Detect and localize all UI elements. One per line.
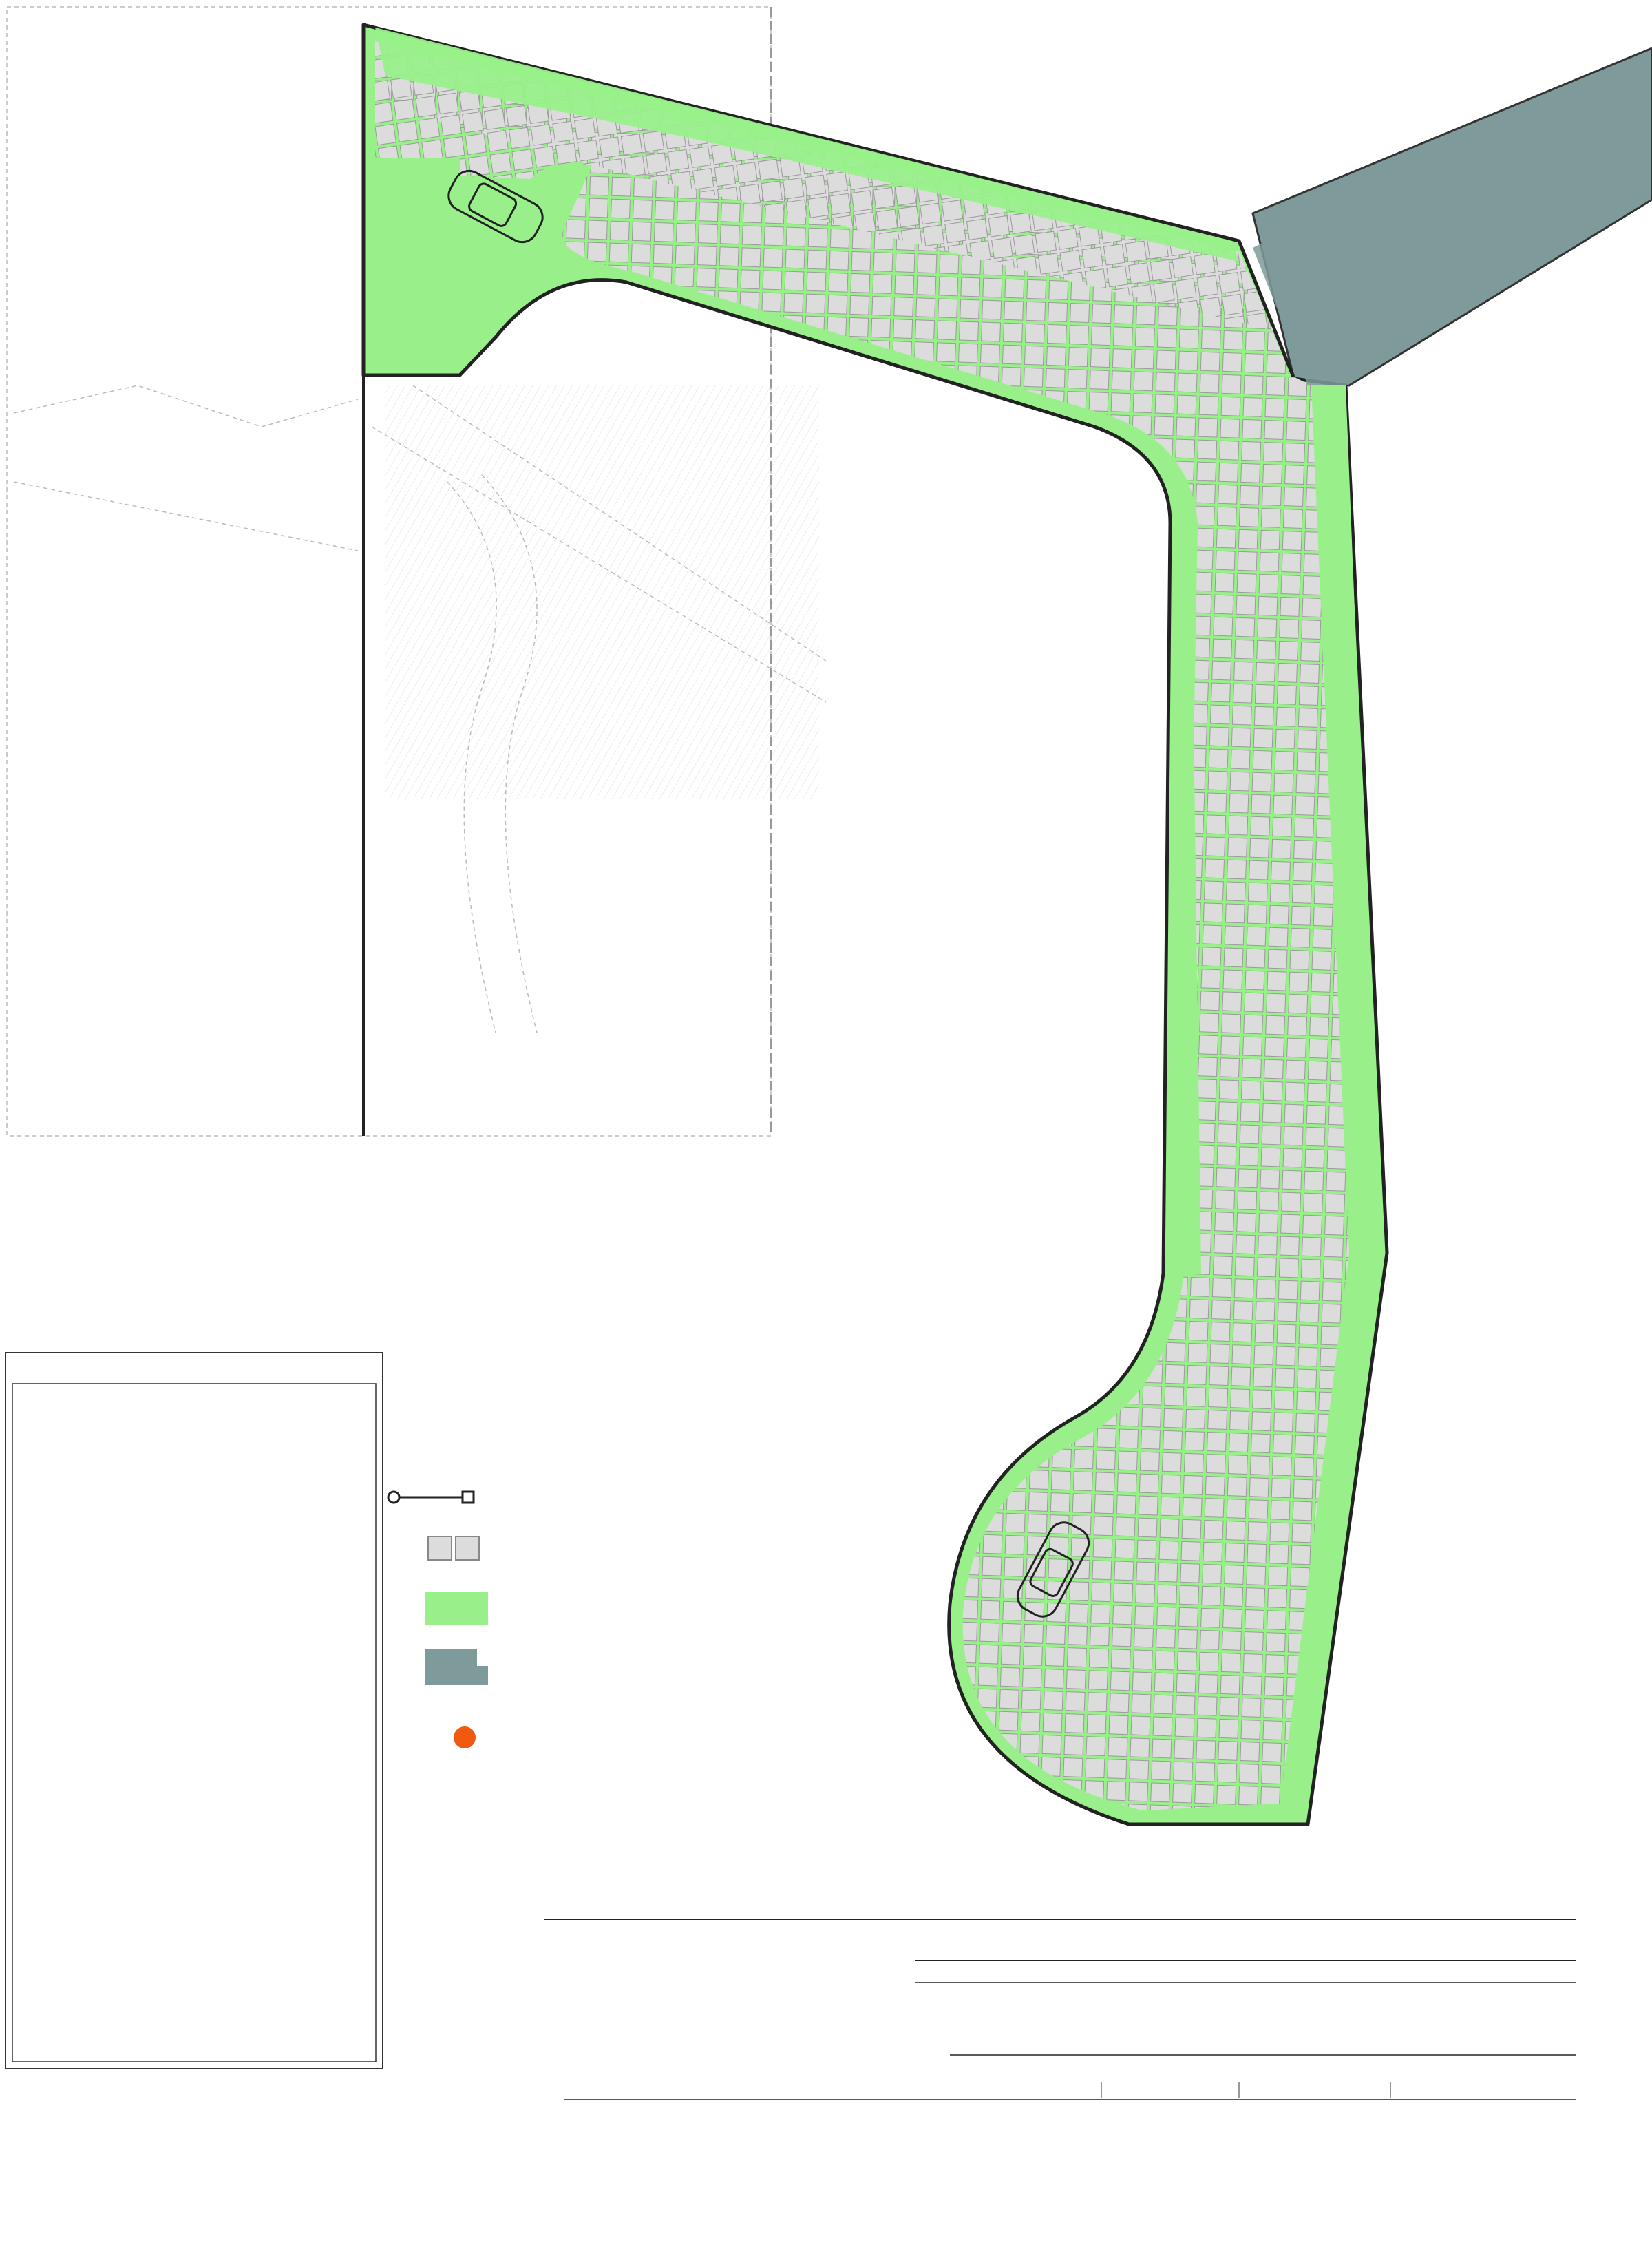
tree-table [6,1353,383,2069]
concrete-slab-icon [428,1536,479,1560]
streetlight-icon [388,1492,474,1503]
title-block [544,1919,1576,2100]
asphalt-icon [425,1649,488,1685]
existing-building-hatch [385,385,819,799]
legend-icons [388,1492,488,1748]
green-paving-icon [425,1592,488,1625]
vegetation-dot-icon [454,1726,476,1748]
green-corner [375,158,460,372]
